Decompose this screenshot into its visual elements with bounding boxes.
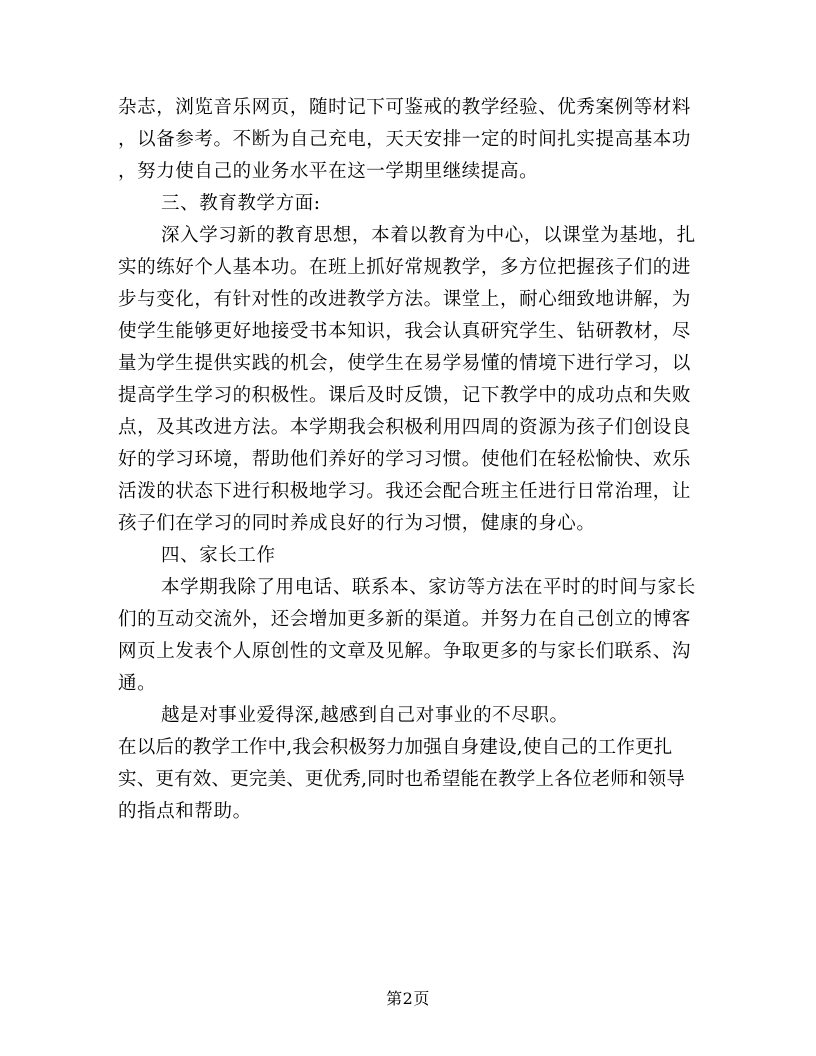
paragraph-line: 网页上发表个人原创性的文章及见解。争取更多的与家长们联系、沟 [118, 641, 692, 662]
paragraph-line: 在以后的教学工作中,我会积极努力加强自身建设,使自己的工作更扎 [118, 737, 673, 758]
section-heading: 四、家长工作 [161, 545, 276, 566]
paragraph-line: 提高学生学习的积极性。课后及时反馈，记下教学中的成功点和失败 [118, 385, 692, 406]
paragraph-line: 使学生能够更好地接受书本知识，我会认真研究学生、钻研教材，尽 [118, 321, 692, 342]
paragraph-line: 的指点和帮助。 [118, 801, 252, 822]
paragraph-line: 实的练好个人基本功。在班上抓好常规教学，多方位把握孩子们的进 [118, 257, 692, 278]
paragraph-line: 通。 [118, 673, 157, 694]
paragraph-line: 量为学生提供实践的机会，使学生在易学易懂的情境下进行学习，以 [118, 353, 692, 374]
page-number: 第2页 [386, 989, 430, 1008]
paragraph-line: 实、更有效、更完美、更优秀,同时也希望能在教学上各位老师和领导 [118, 769, 686, 790]
paragraph-line: 孩子们在学习的同时养成良好的行为习惯，健康的身心。 [118, 513, 596, 534]
paragraph-line: ，努力使自己的业务水平在这一学期里继续提高。 [118, 161, 539, 182]
paragraph-line: 步与变化，有针对性的改进教学方法。课堂上，耐心细致地讲解，为 [118, 289, 692, 310]
paragraph-line: 活泼的状态下进行积极地学习。我还会配合班主任进行日常治理，让 [118, 481, 692, 502]
paragraph-line: ，以备参考。不断为自己充电，天天安排一定的时间扎实提高基本功 [118, 129, 692, 150]
paragraph-line: 好的学习环境，帮助他们养好的学习习惯。使他们在轻松愉快、欢乐 [118, 449, 692, 470]
paragraph-line: 点，及其改进方法。本学期我会积极利用四周的资源为孩子们创设良 [118, 417, 692, 438]
paragraph-line: 杂志，浏览音乐网页，随时记下可鉴戒的教学经验、优秀案例等材料 [118, 97, 692, 118]
paragraph-line: 本学期我除了用电话、联系本、家访等方法在平时的时间与家长 [161, 577, 696, 598]
body-text [118, 92, 704, 828]
paragraph-line: 深入学习新的教育思想，本着以教育为中心，以课堂为基地，扎 [161, 225, 696, 246]
paragraph-line: 越是对事业爱得深,越感到自己对事业的不尽职。 [161, 705, 569, 726]
paragraph-line: 们的互动交流外，还会增加更多新的渠道。并努力在自己创立的博客 [118, 609, 692, 630]
section-heading: 三、教育教学方面: [161, 193, 321, 214]
